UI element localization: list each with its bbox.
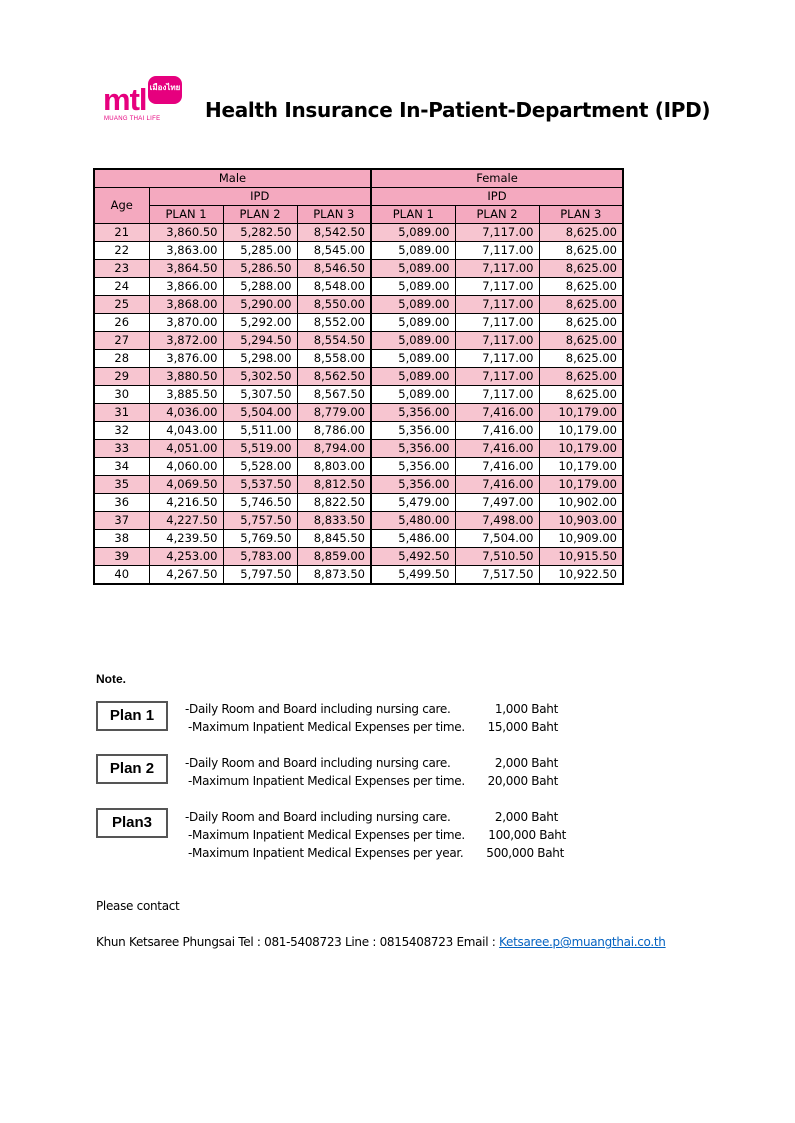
female-plan2-cell: 7,117.00 [455,260,539,278]
male-plan1-cell: 4,253.00 [149,548,223,566]
male-plan1-cell: 3,872.00 [149,332,223,350]
female-plan3-cell: 8,625.00 [539,314,623,332]
female-plan1-cell: 5,089.00 [371,224,455,242]
female-plan3-cell: 10,915.50 [539,548,623,566]
table-row [94,350,623,368]
male-plan2-cell: 5,294.50 [223,332,297,350]
page-title: Health Insurance In-Patient-Department (IPD) [205,98,711,122]
female-plan3-cell: 10,179.00 [539,440,623,458]
plan3-line2-text: -Maximum Inpatient Medical Expenses per time. [188,828,465,842]
table-row [94,242,623,260]
note-label: Note. [96,672,126,686]
male-plan2-cell: 5,282.50 [223,224,297,242]
male-plan2-cell: 5,504.00 [223,404,297,422]
female-plan1-cell: 5,356.00 [371,458,455,476]
age-cell: 37 [94,512,149,530]
male-plan1-cell: 3,866.00 [149,278,223,296]
male-plan3-cell: 8,873.50 [297,566,371,585]
male-plan2-cell: 5,528.00 [223,458,297,476]
male-plan1-cell: 4,227.50 [149,512,223,530]
age-cell: 40 [94,566,149,585]
table-row [94,422,623,440]
age-cell: 34 [94,458,149,476]
male-plan3-cell: 8,562.50 [297,368,371,386]
male-plan3-header: PLAN 3 [297,206,371,224]
male-plan2-cell: 5,757.50 [223,512,297,530]
male-plan2-header: PLAN 2 [223,206,297,224]
age-cell: 23 [94,260,149,278]
age-cell: 33 [94,440,149,458]
age-cell: 29 [94,368,149,386]
female-plan2-header: PLAN 2 [455,206,539,224]
male-plan3-cell: 8,545.00 [297,242,371,260]
male-plan2-cell: 5,285.00 [223,242,297,260]
contact-details: Khun Ketsaree Phungsai Tel : 081-5408723 Line : 0815408723 Email : [96,935,500,949]
plan1-line2-value: 15,000 Baht [487,720,558,734]
plan1-box: Plan 1 [96,701,168,731]
female-plan2-cell: 7,117.00 [455,296,539,314]
female-plan2-cell: 7,117.00 [455,386,539,404]
male-plan1-cell: 4,051.00 [149,440,223,458]
table-row [94,494,623,512]
age-cell: 24 [94,278,149,296]
female-plan3-cell: 8,625.00 [539,242,623,260]
table-header-gender [94,169,623,188]
table-row [94,476,623,494]
male-plan3-cell: 8,786.00 [297,422,371,440]
female-plan2-cell: 7,497.00 [455,494,539,512]
male-plan3-cell: 8,859.00 [297,548,371,566]
female-plan2-cell: 7,416.00 [455,458,539,476]
male-plan3-cell: 8,833.50 [297,512,371,530]
male-plan2-cell: 5,769.50 [223,530,297,548]
female-plan1-cell: 5,479.00 [371,494,455,512]
female-plan3-cell: 10,179.00 [539,422,623,440]
female-plan2-cell: 7,510.50 [455,548,539,566]
male-plan3-cell: 8,822.50 [297,494,371,512]
female-plan3-cell: 10,903.00 [539,512,623,530]
company-logo [103,76,185,126]
plan3-box: Plan3 [96,808,168,838]
male-plan3-cell: 8,567.50 [297,386,371,404]
age-cell: 28 [94,350,149,368]
female-plan1-cell: 5,089.00 [371,314,455,332]
table-row [94,530,623,548]
contact-intro: Please contact [96,899,180,913]
male-plan2-cell: 5,511.00 [223,422,297,440]
male-plan2-cell: 5,286.50 [223,260,297,278]
table-row [94,332,623,350]
male-plan3-cell: 8,558.00 [297,350,371,368]
male-plan1-cell: 3,870.00 [149,314,223,332]
table-row [94,368,623,386]
plan3-line1-value: 2,000 Baht [494,810,558,824]
female-plan2-cell: 7,117.00 [455,224,539,242]
female-plan3-cell: 10,909.00 [539,530,623,548]
age-cell: 22 [94,242,149,260]
female-plan2-cell: 7,117.00 [455,314,539,332]
male-plan1-cell: 3,864.50 [149,260,223,278]
logo-subtitle: MUANG THAI LIFE [104,116,161,122]
table-header-plans [94,206,623,224]
plan1-line1-text: -Daily Room and Board including nursing care. [185,702,451,716]
table-header-ipd [94,188,623,206]
male-plan1-cell: 4,036.00 [149,404,223,422]
male-header: Male [94,169,371,188]
table-row [94,566,623,585]
female-plan1-cell: 5,089.00 [371,278,455,296]
plan2-line2-value: 20,000 Baht [487,774,558,788]
female-plan3-cell: 10,179.00 [539,476,623,494]
table-row [94,458,623,476]
table-row [94,512,623,530]
female-header: Female [371,169,623,188]
male-plan1-cell: 3,868.00 [149,296,223,314]
male-plan1-cell: 4,267.50 [149,566,223,585]
male-plan2-cell: 5,307.50 [223,386,297,404]
contact-email-link[interactable]: Ketsaree.p@muangthai.co.th [499,935,666,949]
male-plan2-cell: 5,537.50 [223,476,297,494]
contact-line [96,935,666,949]
male-plan3-cell: 8,803.00 [297,458,371,476]
female-plan1-cell: 5,356.00 [371,404,455,422]
female-plan1-cell: 5,356.00 [371,422,455,440]
logo-badge-text: เมืองไทย [149,83,181,92]
female-plan3-cell: 8,625.00 [539,260,623,278]
male-plan3-cell: 8,548.00 [297,278,371,296]
male-plan3-cell: 8,845.50 [297,530,371,548]
table-row [94,314,623,332]
female-plan3-cell: 10,179.00 [539,458,623,476]
female-plan1-cell: 5,089.00 [371,386,455,404]
male-plan2-cell: 5,292.00 [223,314,297,332]
female-plan1-cell: 5,492.50 [371,548,455,566]
female-plan2-cell: 7,517.50 [455,566,539,585]
male-plan3-cell: 8,812.50 [297,476,371,494]
female-plan2-cell: 7,117.00 [455,332,539,350]
male-plan3-cell: 8,546.50 [297,260,371,278]
female-plan1-header: PLAN 1 [371,206,455,224]
male-plan2-cell: 5,302.50 [223,368,297,386]
male-plan2-cell: 5,519.00 [223,440,297,458]
female-ipd-header: IPD [371,188,623,206]
female-plan3-cell: 8,625.00 [539,332,623,350]
female-plan2-cell: 7,117.00 [455,278,539,296]
female-plan1-cell: 5,356.00 [371,476,455,494]
age-cell: 26 [94,314,149,332]
logo-badge [148,76,182,104]
male-plan3-cell: 8,554.50 [297,332,371,350]
female-plan3-cell: 8,625.00 [539,224,623,242]
plan2-line2-text: -Maximum Inpatient Medical Expenses per time. [188,774,465,788]
table-row [94,440,623,458]
female-plan2-cell: 7,117.00 [455,242,539,260]
table-row [94,278,623,296]
male-plan3-cell: 8,779.00 [297,404,371,422]
male-plan2-cell: 5,290.00 [223,296,297,314]
plan2-box: Plan 2 [96,754,168,784]
male-plan1-cell: 3,860.50 [149,224,223,242]
female-plan3-cell: 8,625.00 [539,350,623,368]
female-plan3-cell: 10,922.50 [539,566,623,585]
male-plan1-cell: 3,880.50 [149,368,223,386]
female-plan1-cell: 5,486.00 [371,530,455,548]
female-plan2-cell: 7,117.00 [455,350,539,368]
plan3-line1-text: -Daily Room and Board including nursing care. [185,810,451,824]
male-plan2-cell: 5,298.00 [223,350,297,368]
male-plan2-cell: 5,783.00 [223,548,297,566]
age-cell: 32 [94,422,149,440]
table-row [94,296,623,314]
female-plan2-cell: 7,498.00 [455,512,539,530]
premium-table [93,168,624,585]
female-plan3-cell: 10,902.00 [539,494,623,512]
male-plan1-cell: 4,239.50 [149,530,223,548]
female-plan2-cell: 7,416.00 [455,476,539,494]
male-plan1-cell: 4,043.00 [149,422,223,440]
age-cell: 30 [94,386,149,404]
age-cell: 31 [94,404,149,422]
age-cell: 36 [94,494,149,512]
age-cell: 25 [94,296,149,314]
male-plan3-cell: 8,542.50 [297,224,371,242]
female-plan1-cell: 5,089.00 [371,296,455,314]
age-cell: 35 [94,476,149,494]
female-plan2-cell: 7,416.00 [455,404,539,422]
female-plan2-cell: 7,416.00 [455,440,539,458]
female-plan1-cell: 5,089.00 [371,332,455,350]
age-cell: 39 [94,548,149,566]
female-plan1-cell: 5,089.00 [371,350,455,368]
plan3-line2-value: 100,000 Baht [488,828,566,842]
male-plan1-cell: 3,885.50 [149,386,223,404]
female-plan1-cell: 5,089.00 [371,260,455,278]
female-plan3-cell: 8,625.00 [539,278,623,296]
table-row [94,404,623,422]
male-plan2-cell: 5,746.50 [223,494,297,512]
male-plan2-cell: 5,288.00 [223,278,297,296]
female-plan1-cell: 5,499.50 [371,566,455,585]
logo-text: mtl [103,82,147,117]
plan1-line1-value: 1,000 Baht [494,702,558,716]
male-plan3-cell: 8,550.00 [297,296,371,314]
male-plan2-cell: 5,797.50 [223,566,297,585]
plan2-line1-value: 2,000 Baht [494,756,558,770]
female-plan3-header: PLAN 3 [539,206,623,224]
male-plan1-cell: 4,069.50 [149,476,223,494]
table-row [94,224,623,242]
female-plan1-cell: 5,089.00 [371,242,455,260]
male-plan3-cell: 8,794.00 [297,440,371,458]
male-plan1-cell: 4,060.00 [149,458,223,476]
female-plan3-cell: 8,625.00 [539,296,623,314]
plan3-line3-text: -Maximum Inpatient Medical Expenses per year. [188,846,464,860]
female-plan3-cell: 8,625.00 [539,368,623,386]
table-row [94,260,623,278]
plan2-line1-text: -Daily Room and Board including nursing care. [185,756,451,770]
female-plan1-cell: 5,089.00 [371,368,455,386]
female-plan2-cell: 7,117.00 [455,368,539,386]
age-cell: 38 [94,530,149,548]
female-plan2-cell: 7,416.00 [455,422,539,440]
plan1-line2-text: -Maximum Inpatient Medical Expenses per time. [188,720,465,734]
male-plan1-cell: 4,216.50 [149,494,223,512]
age-cell: 21 [94,224,149,242]
female-plan3-cell: 10,179.00 [539,404,623,422]
male-plan1-header: PLAN 1 [149,206,223,224]
female-plan2-cell: 7,504.00 [455,530,539,548]
table-row [94,386,623,404]
age-header: Age [94,188,149,224]
age-cell: 27 [94,332,149,350]
male-plan3-cell: 8,552.00 [297,314,371,332]
female-plan1-cell: 5,356.00 [371,440,455,458]
male-plan1-cell: 3,876.00 [149,350,223,368]
female-plan3-cell: 8,625.00 [539,386,623,404]
male-plan1-cell: 3,863.00 [149,242,223,260]
table-row [94,548,623,566]
male-ipd-header: IPD [149,188,371,206]
female-plan1-cell: 5,480.00 [371,512,455,530]
plan3-line3-value: 500,000 Baht [486,846,564,860]
